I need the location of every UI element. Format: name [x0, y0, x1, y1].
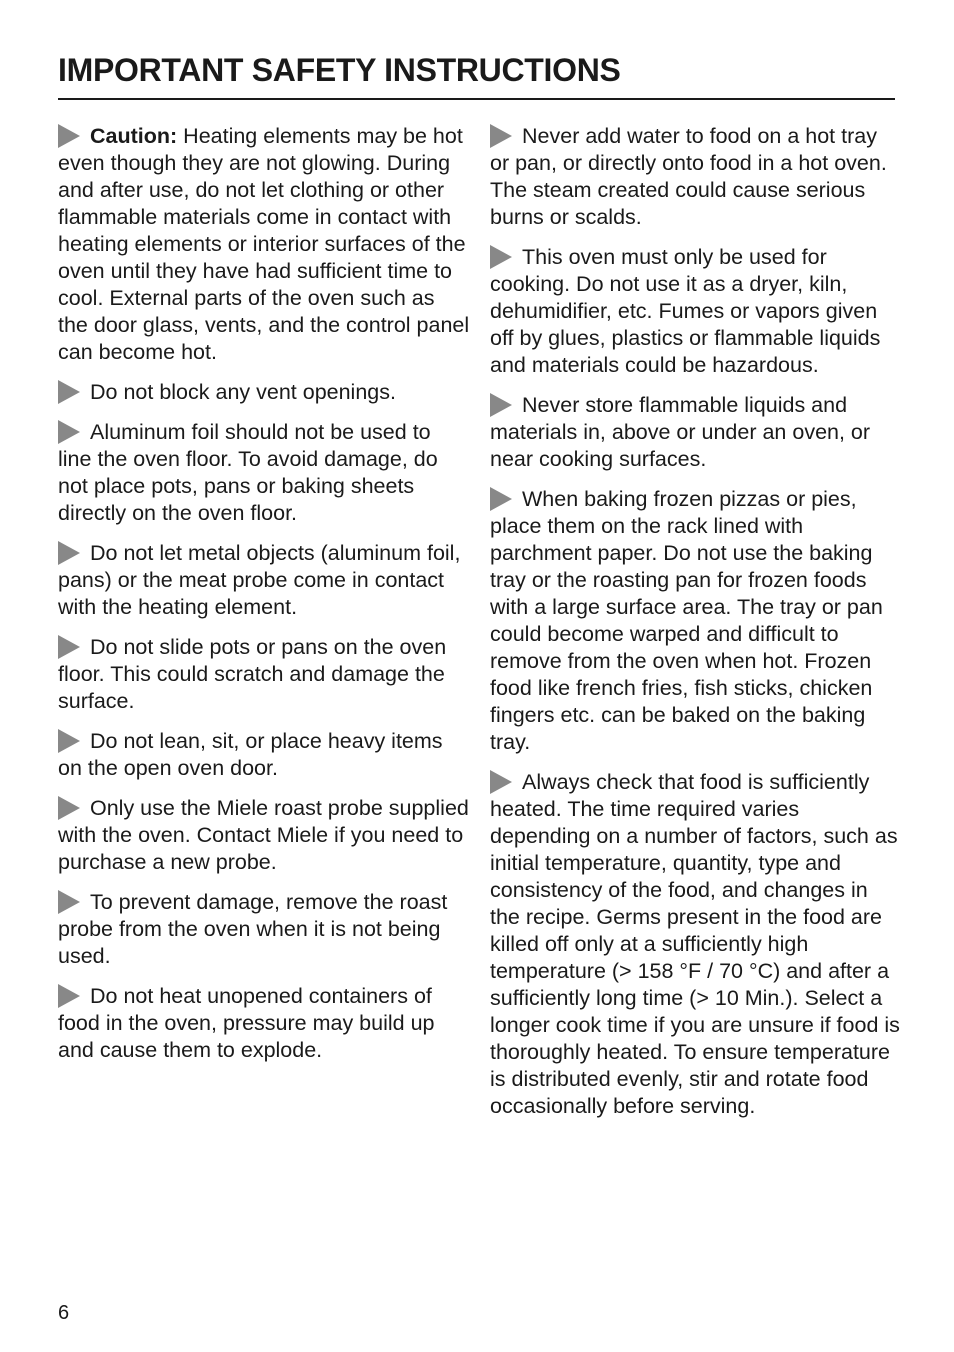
triangle-arrow-icon — [490, 487, 512, 511]
instruction-slide — [58, 634, 470, 715]
triangle-arrow-icon — [58, 635, 80, 659]
instruction-text: Do not heat unopened containers of food in the oven, pressure may build up and cause them to explode. — [58, 984, 435, 1062]
instruction-text: To prevent damage, remove the roast probe from the oven when it is not being used. — [58, 890, 448, 968]
instruction-text: Do not slide pots or pans on the oven floor. This could scratch and damage the surface. — [58, 635, 447, 713]
instruction-text: Heating elements may be hot even though they are not glowing. During and after use, do not let clothing or other flammable materials come in contact with heating elements or interior surfaces of the oven until they have had sufficient time to cool. External parts of the oven such as the door glass, vents, and the control panel can become hot. — [58, 124, 470, 364]
triangle-arrow-icon — [490, 245, 512, 269]
triangle-arrow-icon — [58, 420, 80, 444]
triangle-arrow-icon — [490, 770, 512, 794]
instruction-vents — [58, 379, 470, 406]
instruction-heated — [490, 769, 902, 1120]
caution-label: Caution: — [90, 124, 178, 148]
triangle-arrow-icon — [58, 124, 80, 148]
instruction-text: Only use the Miele roast probe supplied with the oven. Contact Miele if you need to purchase a new probe. — [58, 796, 469, 874]
instruction-text: Never store flammable liquids and materials in, above or under an oven, or near cooking surfaces. — [490, 393, 871, 471]
page-number: 6 — [58, 1302, 70, 1324]
instruction-text: Never add water to food on a hot tray or pan, or directly onto food in a hot oven. The steam created could cause serious burns or scalds. — [490, 124, 887, 229]
left-column — [58, 123, 470, 1077]
instruction-metal — [58, 540, 470, 621]
instruction-text: When baking frozen pizzas or pies, place them on the rack lined with parchment paper. Do not use the baking tray or the roasting pan for frozen foods with a large surface area. The tray or pan could become warped and difficult to remove from the oven when hot. Frozen food like french fries, fish sticks, chicken fingers etc. can be baked on the baking tray. — [490, 487, 883, 754]
instruction-text: This oven must only be used for cooking. Do not use it as a dryer, kiln, dehumidifier, etc. Fumes or vapors given off by glues, plastics or flammable liquids and materials could be hazardous. — [490, 245, 881, 377]
triangle-arrow-icon — [490, 393, 512, 417]
instruction-water — [490, 123, 902, 231]
right-column — [490, 123, 902, 1133]
instruction-text: Always check that food is sufficiently heated. The time required varies depending on a number of factors, such as initial temperature, quantity, type and consistency of the food, and changes in the recipe. Germs present in the food are killed off only at a sufficiently high temperature (> 158 °F / 70 °C) and after a sufficiently long time (> 10 Min.). Select a longer cook time if you are unsure if food is thoroughly heated. To ensure temperature is distributed evenly, stir and rotate food occasionally before serving. — [490, 770, 900, 1118]
instruction-text: Aluminum foil should not be used to line the oven floor. To avoid damage, do not place pots, pans or baking sheets directly on the oven floor. — [58, 420, 438, 525]
triangle-arrow-icon — [490, 124, 512, 148]
title-divider — [58, 98, 895, 100]
triangle-arrow-icon — [58, 984, 80, 1008]
instruction-foil — [58, 419, 470, 527]
triangle-arrow-icon — [58, 796, 80, 820]
instruction-flammable — [490, 392, 902, 473]
triangle-arrow-icon — [58, 380, 80, 404]
instruction-probe — [58, 795, 470, 876]
instruction-text: Do not lean, sit, or place heavy items on the open oven door. — [58, 729, 443, 780]
instruction-remove-probe — [58, 889, 470, 970]
instruction-text: Do not let metal objects (aluminum foil, pans) or the meat probe come in contact with the heating element. — [58, 541, 461, 619]
instruction-containers — [58, 983, 470, 1064]
instruction-text: Do not block any vent openings. — [90, 380, 396, 404]
instruction-caution — [58, 123, 470, 366]
page-title: IMPORTANT SAFETY INSTRUCTIONS — [58, 52, 621, 88]
instruction-cooking-only — [490, 244, 902, 379]
triangle-arrow-icon — [58, 890, 80, 914]
instruction-door — [58, 728, 470, 782]
triangle-arrow-icon — [58, 541, 80, 565]
triangle-arrow-icon — [58, 729, 80, 753]
instruction-frozen — [490, 486, 902, 756]
